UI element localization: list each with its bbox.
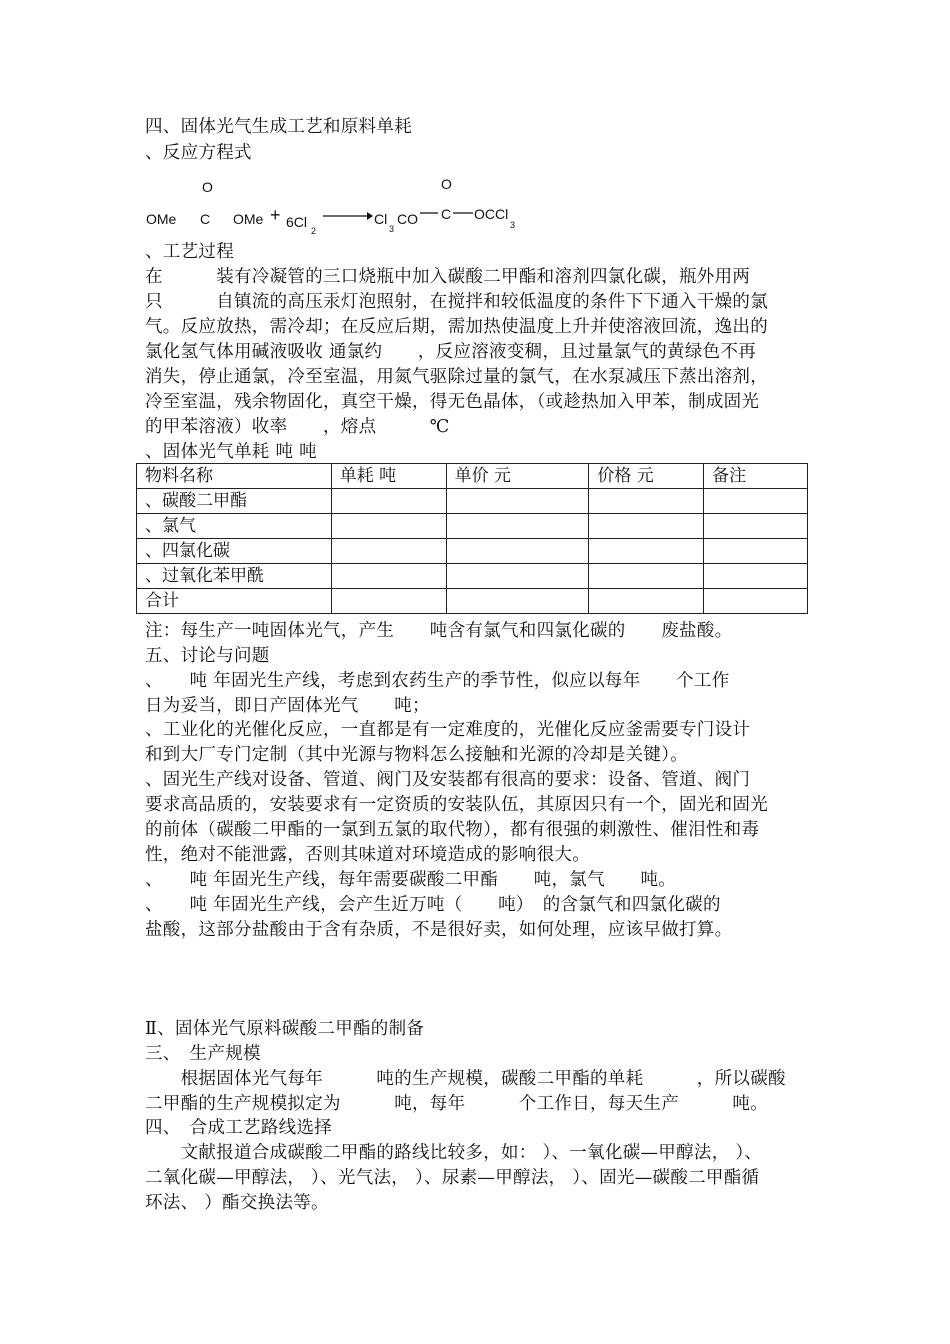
table-cell [704, 489, 808, 514]
table-cell [704, 539, 808, 564]
table-row [137, 514, 808, 539]
table-header-cell: 物料名称 [137, 464, 332, 489]
subsection-heading: 、反应方程式 [145, 143, 252, 163]
paragraph-line: 二氧化碳—甲醇法， ）、光气法， ）、尿素—甲醇法， ）、固光—碳酸二甲酯循 [145, 1168, 760, 1188]
equation-oxygen-right: O [441, 176, 452, 192]
section-title: 四、 合成工艺路线选择 [145, 1118, 333, 1138]
paragraph-line: 消失，停止通氯，冷至室温，用氮气驱除过量的氯气，在水泵减压下蒸出溶剂， [145, 367, 768, 387]
table-cell [704, 564, 808, 589]
paragraph-line: 的前体（碳酸二甲酯的一氯到五氯的取代物），都有很强的刺激性、催泪性和毒 [145, 820, 760, 840]
paragraph-line: 、 吨 年固光生产线，考虑到农药生产的季节性，似应以每年 个工作 [145, 671, 730, 691]
table-cell [589, 539, 704, 564]
table-cell [446, 514, 589, 539]
equation-chlorine: 6Cl [286, 214, 308, 230]
paragraph-line: 气。反应放热，需冷却；在反应后期，需加热使温度上升并使溶液回流，逸出的 [145, 317, 768, 337]
section-title: 三、 生产规模 [145, 1044, 261, 1064]
paragraph-line: 、 吨 年固光生产线，每年需要碳酸二甲酯 吨，氯气 吨。 [145, 870, 677, 890]
subsection-heading: 、固体光气单耗 吨 吨 [145, 442, 317, 462]
table-header-cell: 单价 元 [446, 464, 589, 489]
table-total-row [137, 589, 808, 614]
table-cell: 合计 [137, 589, 332, 614]
paragraph-line: 氯化氢气体用碱液吸收 通氯约 ，反应溶液变稠，且过量氯气的黄绿色不再 [145, 342, 757, 362]
table-cell [331, 564, 446, 589]
equation-product-cl: Cl [374, 211, 388, 227]
equation-product-subscript-1: 3 [389, 224, 395, 234]
table-header-row [137, 464, 808, 489]
table-row [137, 564, 808, 589]
paragraph-line: 日为妥当，即日产固体光气 吨； [145, 696, 430, 716]
equation-carbon: C [200, 211, 211, 227]
table-cell [446, 489, 589, 514]
table-cell [446, 589, 589, 614]
paragraph-line: 、固光生产线对设备、管道、阀门及安装都有很高的要求：设备、管道、阀门 [145, 770, 751, 790]
paragraph-line: 根据固体光气每年 吨的生产规模，碳酸二甲酯的单耗 ，所以碳酸 [145, 1069, 786, 1089]
material-consumption-table [136, 463, 808, 614]
table-cell [331, 539, 446, 564]
equation-chlorine-subscript: 2 [311, 226, 317, 236]
equation-product-c: C [441, 206, 452, 222]
paragraph-line: 二甲酯的生产规模拟定为 吨，每年 个工作日，每天生产 吨。 [145, 1094, 768, 1114]
table-cell [331, 589, 446, 614]
subsection-heading: 、工艺过程 [145, 242, 234, 262]
table-cell [331, 514, 446, 539]
equation-plus: + [270, 205, 281, 225]
table-cell [704, 514, 808, 539]
table-cell: 、过氧化苯甲酰 [137, 564, 332, 589]
equation-ome-2: OMe [233, 211, 264, 227]
table-header-cell: 价格 元 [589, 464, 704, 489]
paragraph-line: 环法、 ）酯交换法等。 [145, 1193, 329, 1213]
equation-oxygen-left: O [202, 179, 213, 195]
table-header-cell: 备注 [704, 464, 808, 489]
table-cell: 、四氯化碳 [137, 539, 332, 564]
equation-product-co: CO [397, 211, 418, 227]
paragraph-line: 只 自镇流的高压汞灯泡照射，在搅拌和较低温度的条件下下通入干燥的氯 [145, 292, 768, 312]
paragraph-line: 性，绝对不能泄露，否则其味道对环境造成的影响很大。 [145, 845, 590, 865]
table-cell [589, 564, 704, 589]
table-cell [589, 589, 704, 614]
table-cell [446, 539, 589, 564]
paragraph-line: 文献报道合成碳酸二甲酯的路线比较多，如： ）、一氧化碳—甲醇法， ）、 [145, 1143, 763, 1163]
paragraph-line: 、 吨 年固光生产线，会产生近万吨（ 吨） 的含氯气和四氯化碳的 [145, 895, 721, 915]
equation-product-occl: OCCl [474, 206, 509, 222]
table-row [137, 539, 808, 564]
paragraph-line: 在 装有冷凝管的三口烧瓶中加入碳酸二甲酯和溶剂四氯化碳，瓶外用两 [145, 267, 751, 287]
paragraph-line: 冷至室温，残余物固化，真空干燥，得无色晶体，（或趁热加入甲苯，制成固光 [145, 392, 760, 412]
table-cell: 、氯气 [137, 514, 332, 539]
paragraph-line: 、工业化的光催化反应，一直都是有一定难度的，光催化反应釜需要专门设计 [145, 720, 751, 740]
paragraph-line: 的甲苯溶液）收率 ，熔点 ℃ [145, 417, 450, 437]
table-cell: 、碳酸二甲酯 [137, 489, 332, 514]
table-header-cell: 单耗 吨 [331, 464, 446, 489]
section-title: 四、固体光气生成工艺和原料单耗 [145, 117, 412, 137]
table-cell [589, 489, 704, 514]
paragraph-line: 要求高品质的，安装要求有一定资质的安装队伍，其原因只有一个，固光和固光 [145, 795, 768, 815]
part-title: Ⅱ、固体光气原料碳酸二甲酯的制备 [145, 1019, 425, 1039]
table-note: 注：每生产一吨固体光气，产生 吨含有氯气和四氯化碳的 废盐酸。 [145, 621, 733, 641]
section-title: 五、讨论与问题 [145, 646, 270, 666]
table-cell [446, 564, 589, 589]
bond-line-1 [420, 210, 440, 216]
equation-product-subscript-2: 3 [510, 220, 516, 230]
table-row [137, 489, 808, 514]
table-cell [331, 489, 446, 514]
paragraph-line: 盐酸，这部分盐酸由于含有杂质，不是很好卖，如何处理，应该早做打算。 [145, 920, 733, 940]
table-cell [704, 589, 808, 614]
equation-ome-1: OMe [146, 211, 177, 227]
reaction-arrow-icon [323, 210, 373, 222]
paragraph-line: 和到大厂专门定制（其中光源与物料怎么接触和光源的冷却是关键）。 [145, 745, 689, 765]
table-cell [589, 514, 704, 539]
